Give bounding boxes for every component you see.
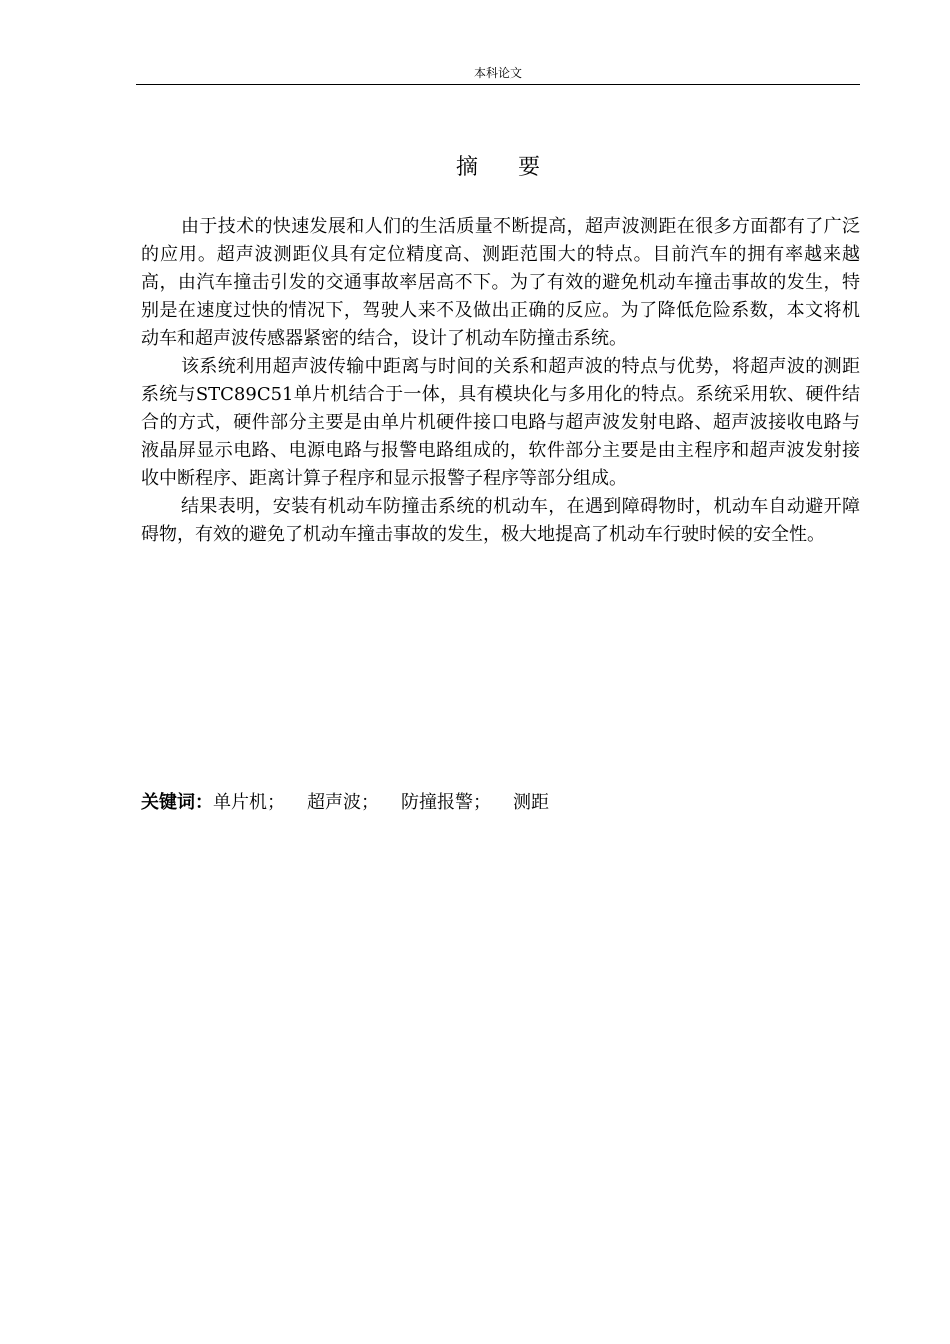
keywords-label: 关键词： [141,792,213,813]
keywords-line [141,788,860,818]
abstract-paragraph: 结果表明，安装有机动车防撞击系统的机动车，在遇到障碍物时，机动车自动避开障碍物，有效的避免了机动车撞击事故的发生，极大地提高了机动车行驶时候的安全性。 [141,496,860,545]
abstract-paragraph: 该系统利用超声波传输中距离与时间的关系和超声波的特点与优势，将超声波的测距系统与STC89C51单片机结合于一体，具有模块化与多用化的特点。系统采用软、硬件结合的方式，硬件部分主要是由单片机硬件接口电路与超声波发射电路、超声波接收电路与液晶屏显示电路、电源电路与报警电路组成的，软件部分主要是由主程序和超声波发射接收中断程序、距离计算子程序和显示报警子程序等部分组成。 [141,356,860,489]
keyword-item: 单片机； [213,792,285,813]
keyword-item: 测距 [513,792,549,813]
keyword-item: 超声波； [307,792,379,813]
abstract-title: 摘要 [455,155,580,180]
abstract-body [141,213,860,549]
running-title: 本科论文 [473,66,522,80]
keyword-item: 防撞报警； [401,792,491,813]
abstract-paragraph: 由于技术的快速发展和人们的生活质量不断提高，超声波测距在很多方面都有了广泛的应用。超声波测距仪具有定位精度高、测距范围大的特点。目前汽车的拥有率越来越高，由汽车撞击引发的交通事故率居高不下。为了有效的避免机动车撞击事故的发生，特别是在速度过快的情况下，驾驶人来不及做出正确的反应。为了降低危险系数，本文将机动车和超声波传感器紧密的结合，设计了机动车防撞击系统。 [141,216,860,349]
page-header [136,62,860,85]
